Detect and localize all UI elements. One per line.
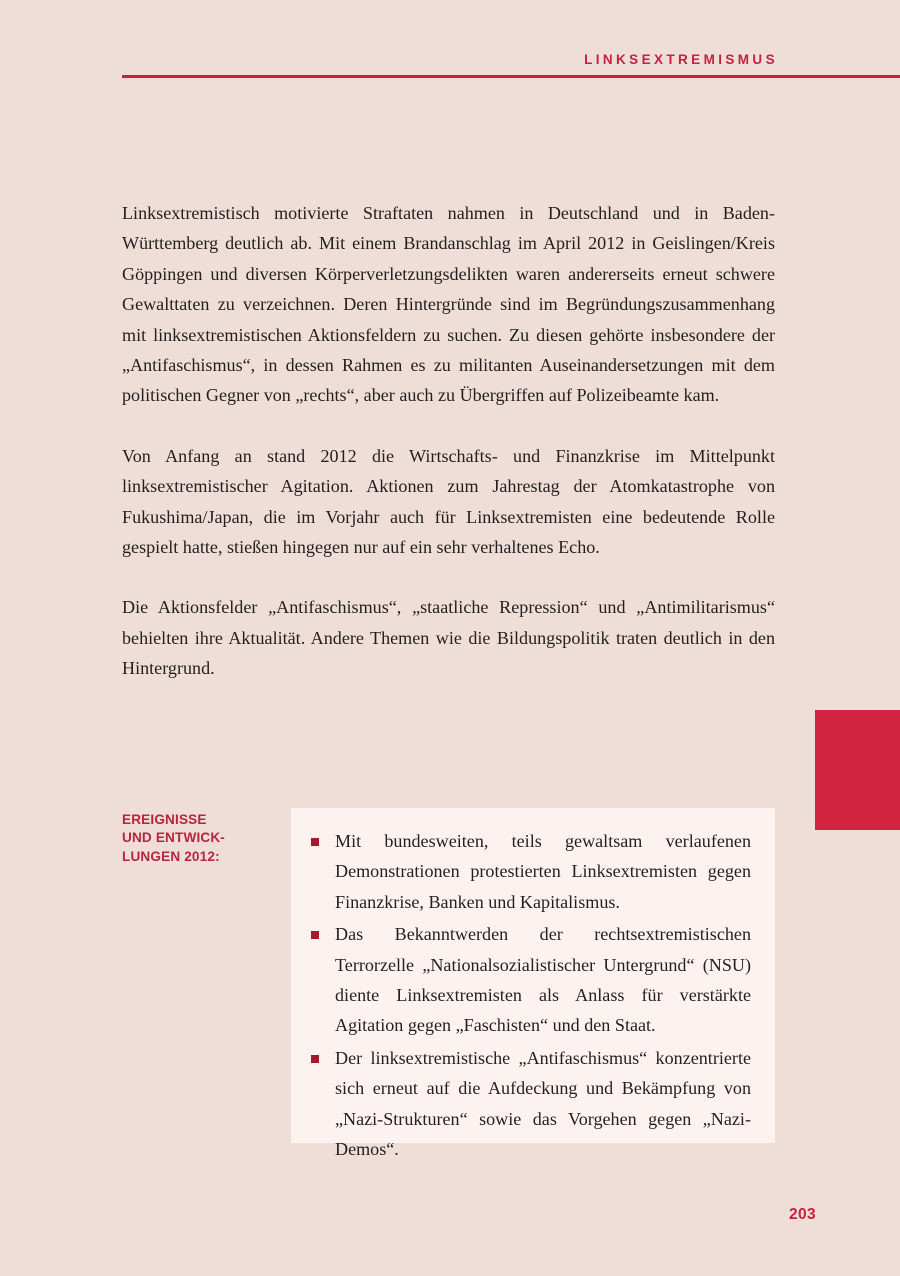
list-item	[309, 826, 751, 917]
list-item-text: Mit bundesweiten, teils gewaltsam verlaufenen Demonstrationen protestierten Linksextremisten gegen Finanzkrise, Banken und Kapitalismus.	[335, 831, 751, 912]
events-list-box	[291, 808, 775, 1160]
list-item	[309, 1043, 751, 1165]
page-number: 203	[788, 1206, 816, 1223]
body-paragraph-1: Linksextremistisch motivierte Straftaten nahmen in Deutschland und in Baden-Württemberg deutlich ab. Mit einem Brandanschlag im April 2012 in Geislingen/Kreis Göppingen und diversen Körperverletzungsdelikten waren andererseits erneut schwere Gewalttaten zu verzeichnen. Deren Hintergründe sind im Begründungszusammenhang mit linksextremistischen Aktionsfeldern zu suchen. Zu diesen gehörte insbesondere der „Antifaschismus“, in dessen Rahmen es zu militanten Auseinandersetzungen mit dem politischen Gegner von „rechts“, aber auch zu Übergriffen auf Polizeibeamte kam.	[122, 203, 775, 406]
body-paragraph-2: Von Anfang an stand 2012 die Wirtschafts- und Finanzkrise im Mittelpunkt linksextremistischer Agitation. Aktionen zum Jahrestag der Atomkatastrophe von Fukushima/Japan, die im Vorjahr auch für Linksextremisten eine bedeutende Rolle gespielt hatte, stießen hingegen nur auf ein sehr verhaltenes Echo.	[122, 445, 775, 558]
running-header	[0, 52, 900, 84]
list-item	[309, 919, 751, 1041]
events-label-line-2: UND ENTWICK-	[122, 830, 225, 846]
body-paragraph-3: Die Aktionsfelder „Antifaschismus“, „staatliche Repression“ und „Antimilitarismus“ behielten ihre Aktualität. Andere Themen wie die Bildungspolitik traten deutlich in den Hintergrund.	[122, 597, 775, 679]
list-item-text: Das Bekanntwerden der rechtsextremistischen Terrorzelle „Nationalsozialistischer Untergrund“ (NSU) diente Linksextremisten als Anlass für verstärkte Agitation gegen „Faschisten“ und den Staat.	[335, 924, 751, 1036]
events-callout	[0, 808, 900, 1160]
square-bullet-icon	[311, 931, 319, 939]
events-list	[309, 826, 751, 1164]
header-divider-rule	[122, 75, 900, 78]
square-bullet-icon	[311, 838, 319, 846]
events-callout-label	[122, 811, 282, 866]
body-text-column	[122, 198, 775, 684]
events-label-line-1: EREIGNISSE	[122, 812, 207, 827]
square-bullet-icon	[311, 1055, 319, 1063]
events-label-line-3: LUNGEN 2012:	[122, 848, 220, 864]
section-title: LINKSEXTREMISMUS	[584, 52, 778, 67]
list-item-text: Der linksextremistische „Antifaschismus“ konzentrierte sich erneut auf die Aufdeckung und Bekämpfung von „Nazi-Strukturen“ sowie das Vorgehen gegen „Nazi-Demos“.	[335, 1047, 751, 1160]
